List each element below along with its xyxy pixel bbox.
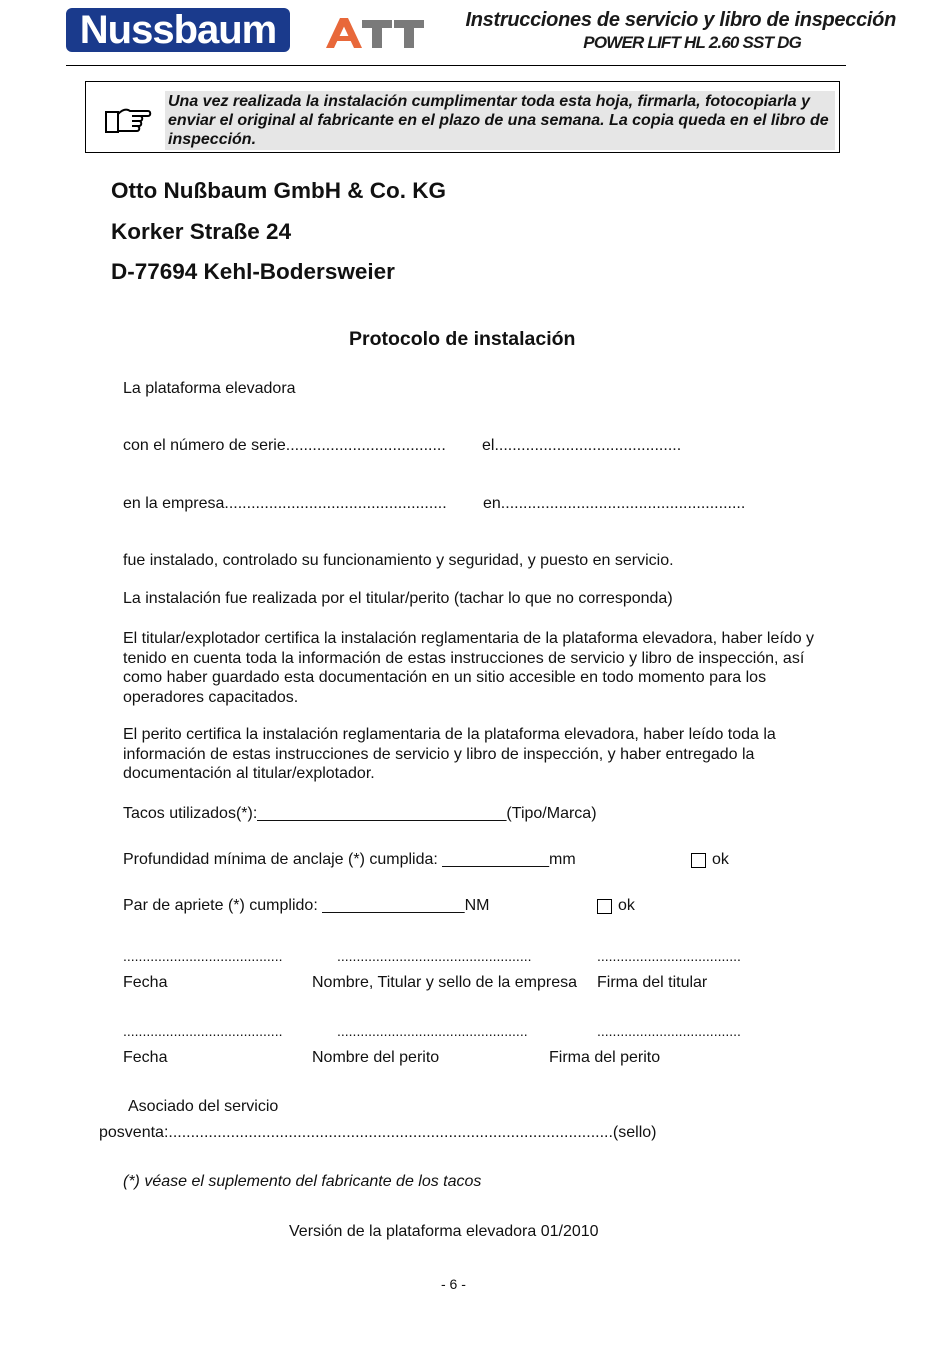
- dowels-field[interactable]: Tacos utilizados(*):____________________________(Tipo/Marca): [123, 805, 597, 822]
- company-field[interactable]: en la empresa..................................................: [123, 495, 447, 512]
- signature-date-line-1[interactable]: .........................................: [123, 948, 283, 964]
- att-logo: [326, 16, 426, 50]
- installed-statement: fue instalado, controlado su funcionamiento y seguridad, y puesto en servicio.: [123, 552, 674, 569]
- document-title-line1: Instrucciones de servicio y libro de inspección: [465, 9, 896, 31]
- nussbaum-logo: [66, 8, 290, 52]
- signature-name-line-2[interactable]: .................................................: [337, 1023, 528, 1039]
- signature-date-label-1: Fecha: [123, 974, 168, 991]
- pointing-hand-icon: [104, 102, 152, 138]
- torque-ok-checkbox[interactable]: [597, 899, 612, 914]
- torque-field[interactable]: Par de apriete (*) cumplido: ________________NM: [123, 897, 490, 914]
- footnote: (*) véase el suplemento del fabricante de los tacos: [123, 1173, 482, 1190]
- serial-date-field[interactable]: el..........................................: [482, 437, 682, 454]
- service-field[interactable]: posventa:....................................................................................................(sello): [99, 1124, 657, 1141]
- company-place-field[interactable]: en.......................................................: [483, 495, 746, 512]
- signature-sign-label-1: Firma del titular: [597, 974, 708, 991]
- company-city: D-77694 Kehl-Bodersweier: [111, 259, 395, 284]
- serial-number-field[interactable]: con el número de serie....................................: [123, 437, 446, 454]
- company-name: Otto Nußbaum GmbH & Co. KG: [111, 178, 446, 203]
- version-label: Versión de la plataforma elevadora 01/2010: [289, 1223, 599, 1240]
- nussbaum-logo-text: Nussbaum: [79, 7, 277, 52]
- signature-name-line-1[interactable]: ..................................................: [337, 948, 532, 964]
- anchor-depth-field[interactable]: Profundidad mínima de anclaje (*) cumplida: ____________mm: [123, 851, 576, 868]
- notice-text: Una vez realizada la instalación cumplimentar toda esta hoja, firmarla, fotocopiarla y enviar el original al fabricante en el plazo de una semana. La copia queda en el libro de inspección.: [165, 91, 835, 150]
- page-number: - 6 -: [441, 1276, 466, 1292]
- signature-sign-line-1[interactable]: .....................................: [597, 948, 741, 964]
- performed-by-statement: La instalación fue realizada por el titular/perito (tachar lo que no corresponda): [123, 590, 673, 607]
- signature-date-label-2: Fecha: [123, 1049, 168, 1066]
- platform-label: La plataforma elevadora: [123, 380, 296, 397]
- torque-ok-label: ok: [618, 897, 635, 914]
- header-divider: [66, 65, 846, 66]
- document-title-line2: POWER LIFT HL 2.60 SST DG: [583, 33, 801, 52]
- form-title: Protocolo de instalación: [349, 328, 576, 350]
- signature-sign-label-2: Firma del perito: [549, 1049, 661, 1066]
- anchor-depth-ok-checkbox[interactable]: [691, 853, 706, 868]
- service-label: Asociado del servicio: [128, 1098, 279, 1115]
- anchor-depth-ok-label: ok: [712, 851, 729, 868]
- expert-certification-paragraph: El perito certifica la instalación reglamentaria de la plataforma elevadora, haber leído toda la información de estas instrucciones de servicio y libro de inspección, y haber entregado la documentación al titular/explotador.: [123, 726, 776, 782]
- document-title: [466, 8, 897, 54]
- signature-name-label-2: Nombre del perito: [312, 1049, 440, 1066]
- signature-date-line-2[interactable]: .........................................: [123, 1023, 283, 1039]
- signature-name-label-1: Nombre, Titular y sello de la empresa: [312, 974, 577, 991]
- company-street: Korker Straße 24: [111, 219, 292, 244]
- signature-sign-line-2[interactable]: .....................................: [597, 1023, 741, 1039]
- owner-certification-paragraph: El titular/explotador certifica la instalación reglamentaria de la plataforma elevadora, haber leído y tenido en cuenta toda la información de estas instrucciones de servicio y libro de inspección, así como haber guardado esta documentación en un sitio accesible en todo momento para los operadores capacitados.: [123, 630, 815, 706]
